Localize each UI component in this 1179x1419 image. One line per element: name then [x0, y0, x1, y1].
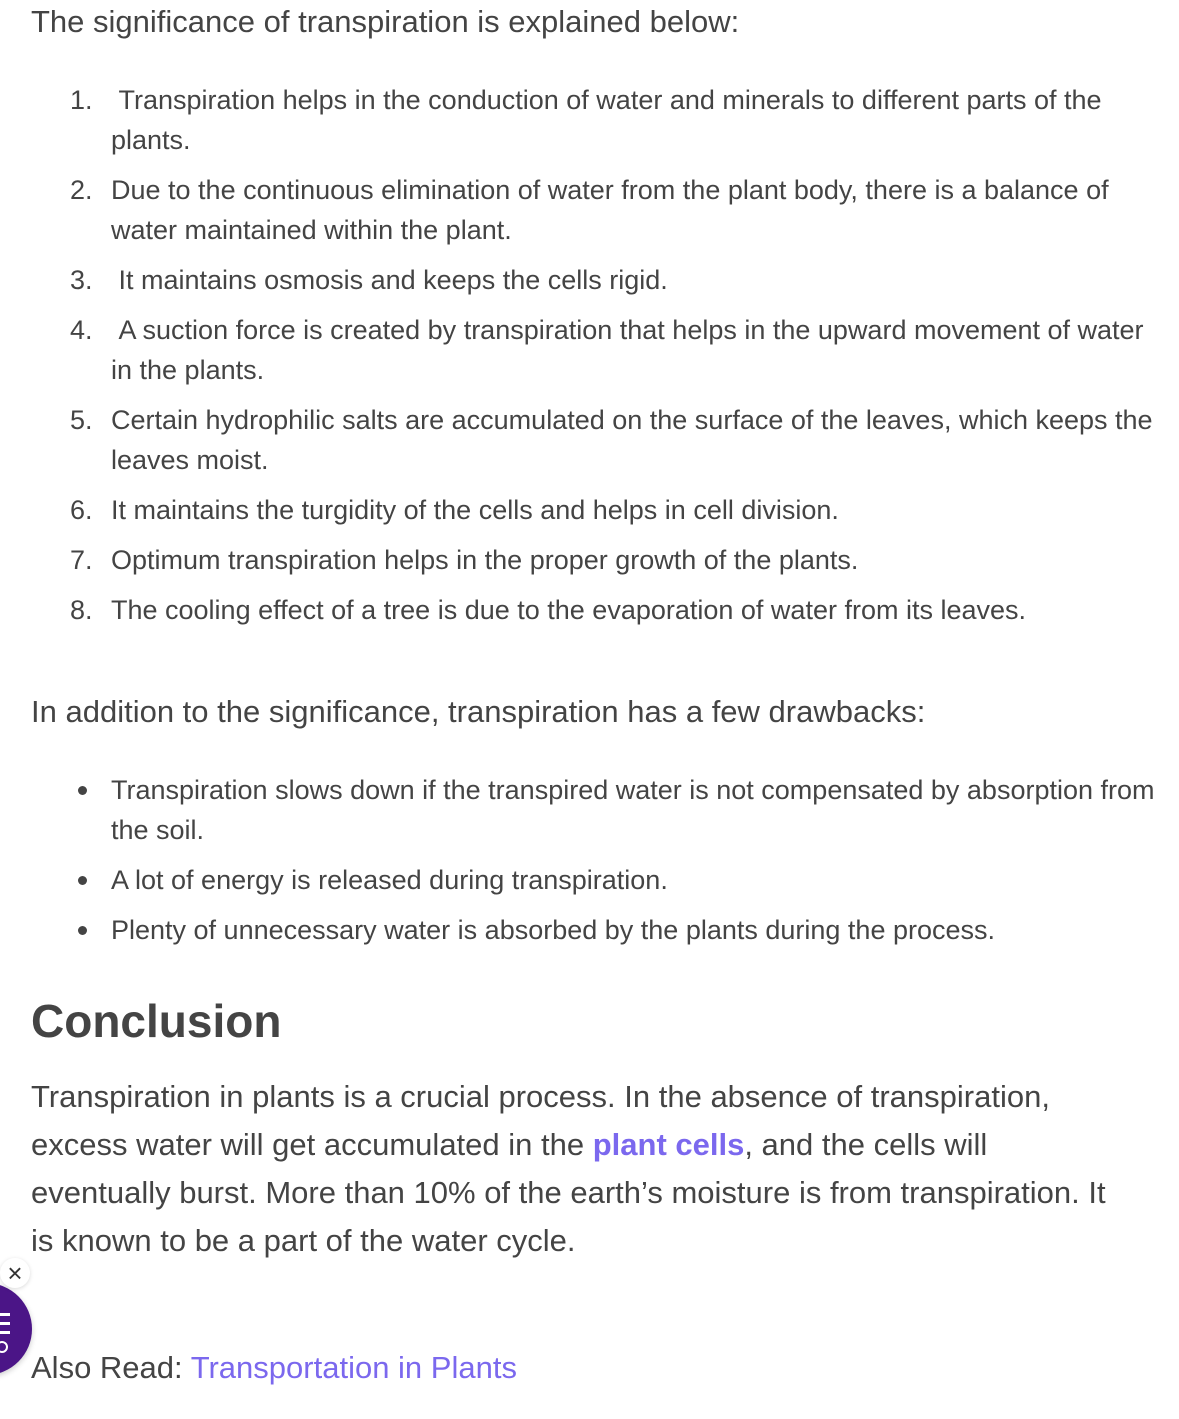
drawbacks-list	[31, 770, 1161, 960]
list-item	[31, 80, 1161, 160]
significance-intro: The significance of transpiration is explained below:	[31, 4, 740, 39]
list-number: 6.	[70, 495, 93, 525]
list-item	[31, 910, 1161, 950]
list-text: The cooling effect of a tree is due to the evaporation of water from its leaves.	[111, 595, 1027, 625]
plant-cells-link[interactable]: plant cells	[592, 1127, 745, 1162]
list-text: It maintains osmosis and keeps the cells rigid.	[111, 265, 668, 295]
bullet-icon	[78, 876, 87, 885]
list-item	[31, 860, 1161, 900]
list-item	[31, 310, 1161, 390]
list-text: Transpiration slows down if the transpired water is not compensated by absorption from the soil.	[111, 775, 1155, 845]
circle-icon	[0, 1341, 8, 1353]
list-item	[31, 590, 1161, 630]
list-number: 7.	[70, 545, 93, 575]
list-text: A lot of energy is released during transpiration.	[111, 865, 668, 895]
menu-icon	[0, 1313, 10, 1340]
list-item	[31, 490, 1161, 530]
list-item	[31, 540, 1161, 580]
conclusion-heading: Conclusion	[31, 995, 282, 1047]
list-text: Plenty of unnecessary water is absorbed by the plants during the process.	[111, 915, 995, 945]
list-number: 1.	[70, 85, 93, 115]
conclusion-text-after: , and the cells will eventually burst. More than 10% of the earth’s moisture is from transpiration. It is known to be a part of the water cycle.	[31, 1127, 1106, 1258]
list-text: Certain hydrophilic salts are accumulated on the surface of the leaves, which keeps the leaves moist.	[111, 405, 1161, 475]
conclusion-text-before: Transpiration in plants is a crucial process. In the absence of transpiration, excess water will get accumulated in the	[31, 1079, 1050, 1162]
list-text: A suction force is created by transpiration that helps in the upward movement of water in the plants.	[111, 315, 1152, 385]
list-item	[31, 400, 1161, 480]
list-text: Due to the continuous elimination of water from the plant body, there is a balance of water maintained within the plant.	[111, 175, 1117, 245]
also-read	[31, 1346, 517, 1390]
conclusion-paragraph	[31, 1073, 1131, 1265]
list-item	[31, 170, 1161, 250]
list-item	[31, 770, 1161, 850]
list-number: 2.	[70, 175, 93, 205]
list-number: 4.	[70, 315, 93, 345]
list-text: Transpiration helps in the conduction of water and minerals to different parts of the plants.	[111, 85, 1110, 155]
bullet-icon	[78, 786, 87, 795]
drawbacks-intro: In addition to the significance, transpiration has a few drawbacks:	[31, 694, 926, 729]
list-number: 5.	[70, 405, 93, 435]
significance-list	[31, 80, 1161, 640]
list-item	[31, 260, 1161, 300]
floating-menu-button[interactable]	[0, 1283, 32, 1375]
list-number: 3.	[70, 265, 93, 295]
list-text: Optimum transpiration helps in the proper growth of the plants.	[111, 545, 859, 575]
list-text: It maintains the turgidity of the cells and helps in cell division.	[111, 495, 839, 525]
bullet-icon	[78, 926, 87, 935]
also-read-link[interactable]: Transportation in Plants	[190, 1350, 517, 1385]
close-icon[interactable]: ×	[0, 1258, 30, 1288]
also-read-label: Also Read:	[31, 1350, 191, 1385]
list-number: 8.	[70, 595, 93, 625]
